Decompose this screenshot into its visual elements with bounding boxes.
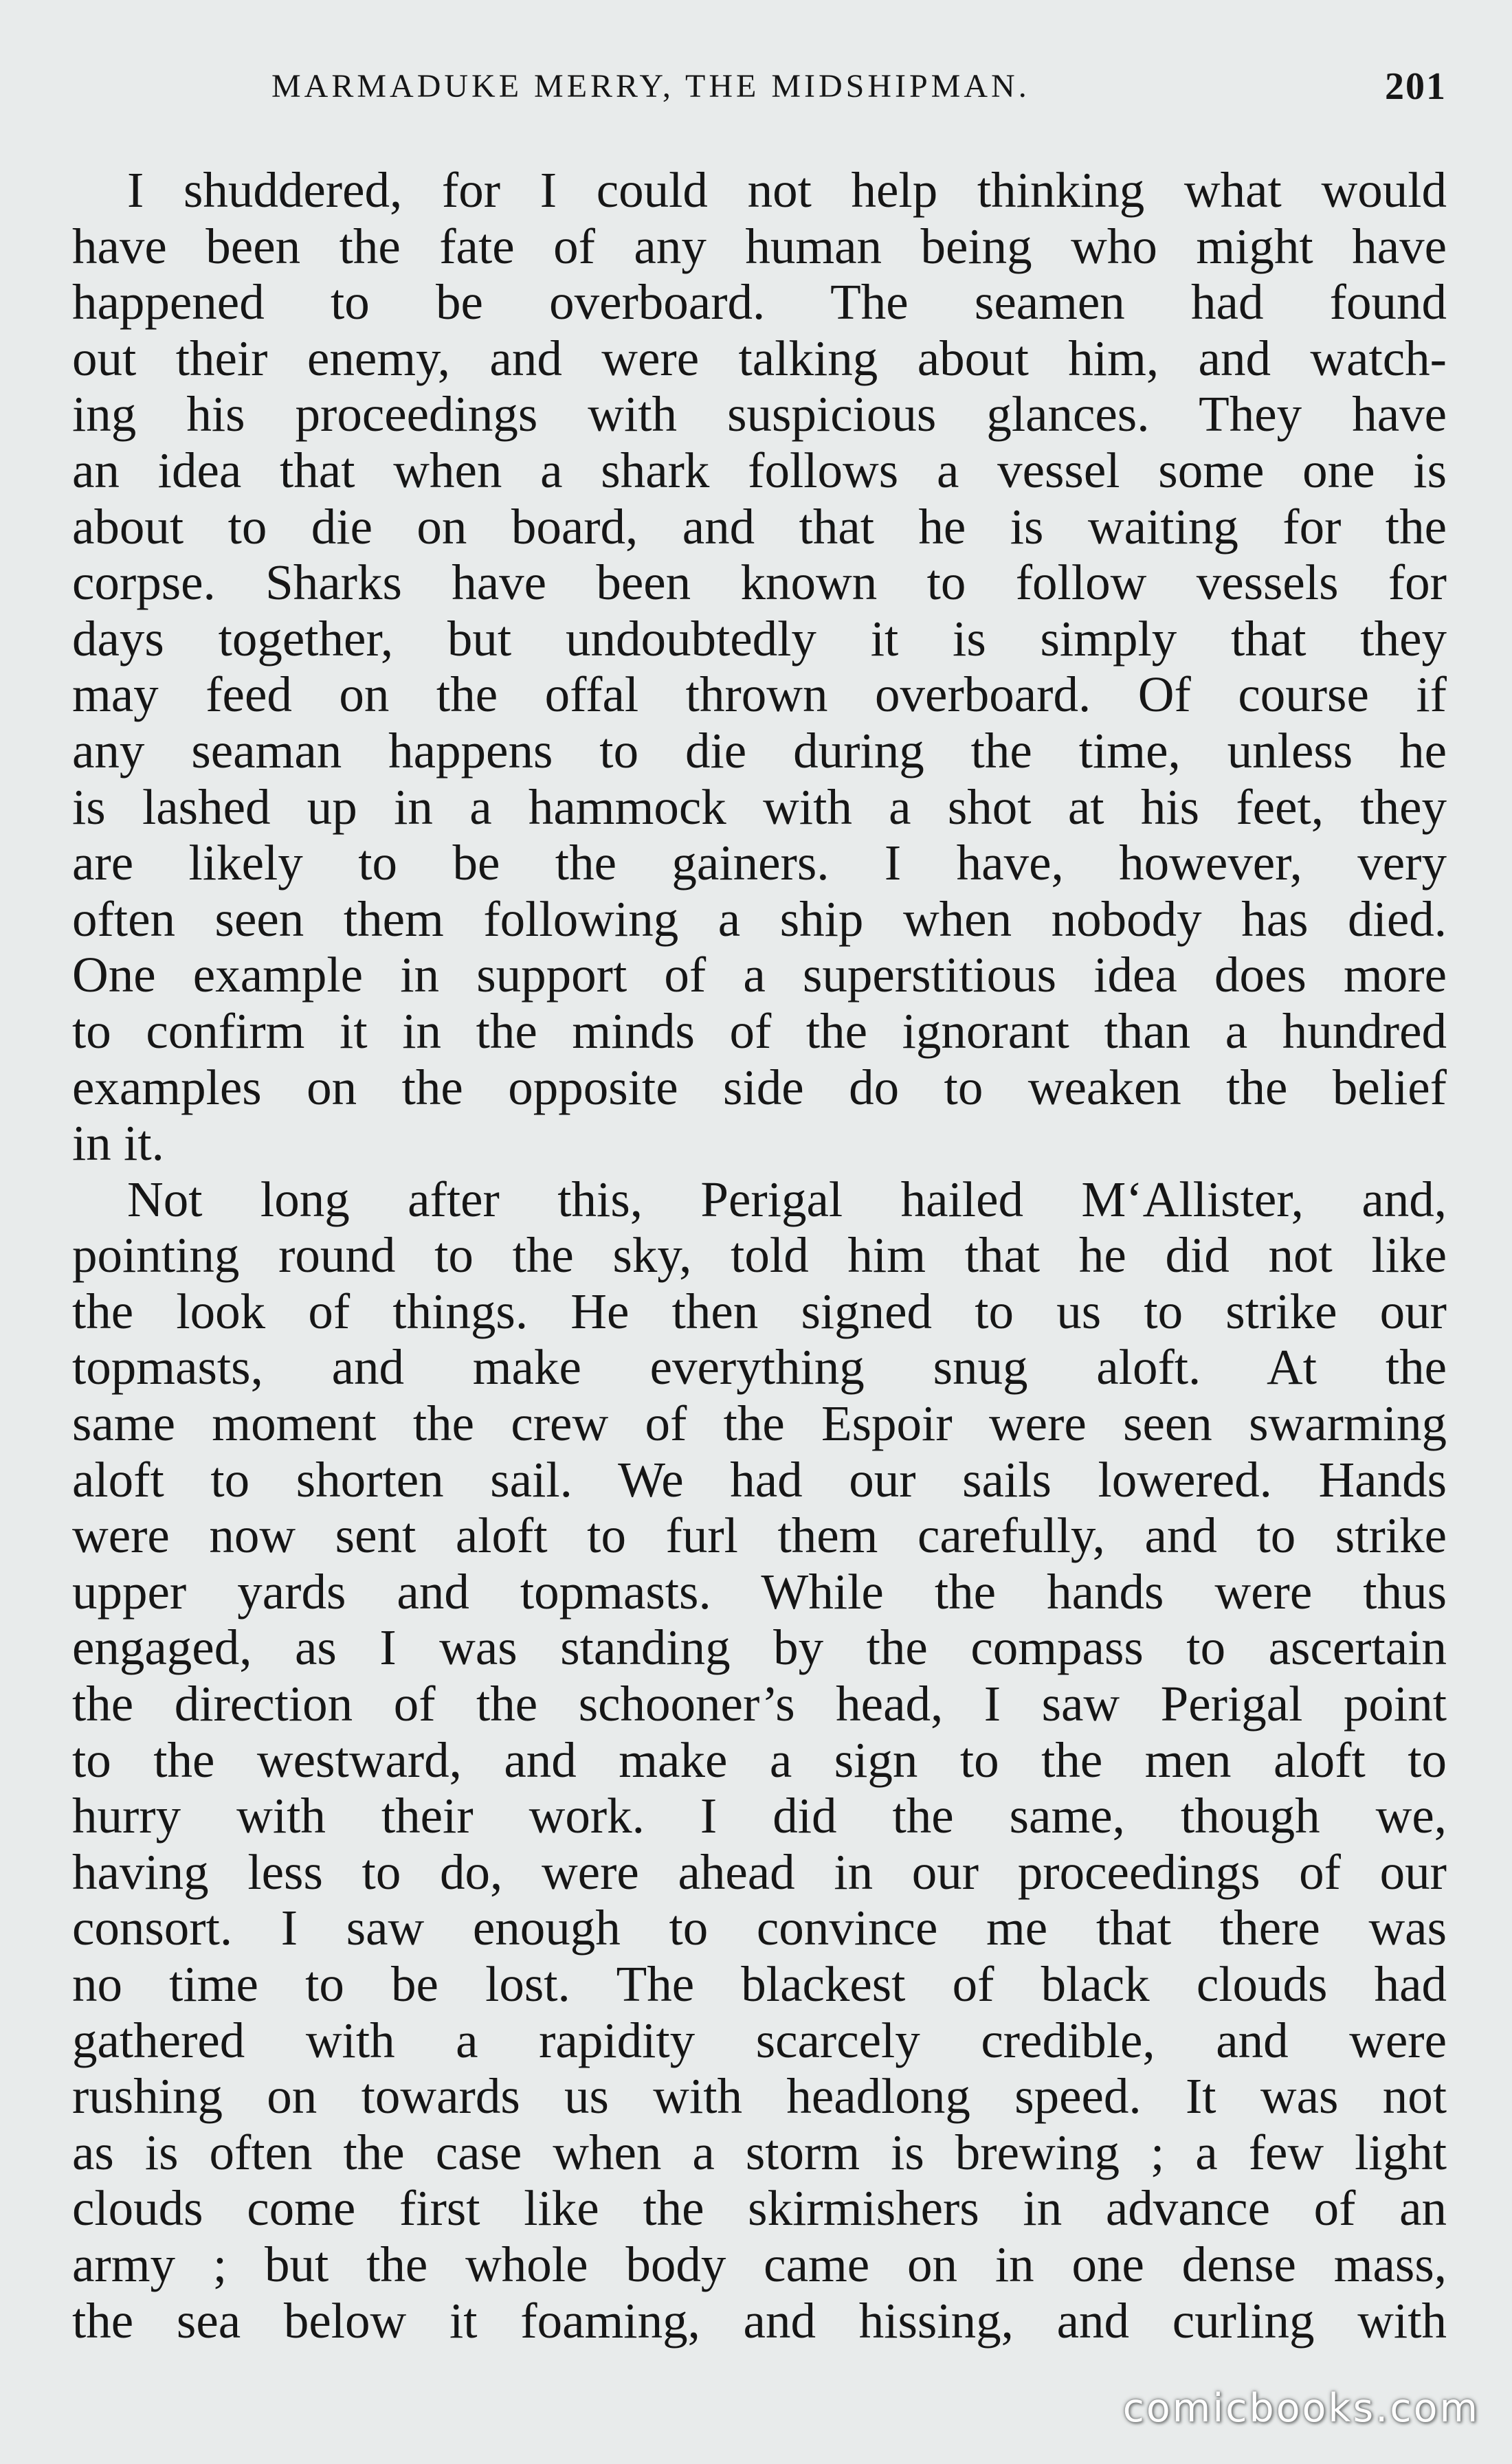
text-line: may feed on the offal thrown overboard. Of course if — [72, 667, 1447, 723]
text-line: have been the fate of any human being who might have — [72, 218, 1447, 274]
body-text — [72, 162, 1447, 2349]
text-line: gathered with a rapidity scarcely credible, and were — [72, 2012, 1447, 2068]
text-line: to the westward, and make a sign to the men aloft to — [72, 1732, 1447, 1788]
running-head — [72, 59, 1447, 114]
text-line: days together, but undoubtedly it is simply that they — [72, 610, 1447, 667]
text-line: the direction of the schooner’s head, I saw Perigal point — [72, 1676, 1447, 1732]
text-line: in it. — [72, 1115, 164, 1172]
paragraph-storm — [72, 1172, 1447, 2349]
text-line: I shuddered, for I could not help thinking what would — [127, 162, 1447, 218]
text-line: Not long after this, Perigal hailed M‘Allister, and, — [127, 1171, 1447, 1227]
text-line: as is often the case when a storm is brewing ; a few light — [72, 2124, 1447, 2180]
page-number: 201 — [1385, 65, 1447, 108]
text-line: army ; but the whole body came on in one dense mass, — [72, 2236, 1447, 2292]
text-line: clouds come first like the skirmishers in advance of an — [72, 2180, 1447, 2237]
text-line: to confirm it in the minds of the ignorant than a hundred — [72, 1003, 1447, 1059]
text-line: aloft to shorten sail. We had our sails lowered. Hands — [72, 1451, 1447, 1508]
text-line: an idea that when a shark follows a vessel some one is — [72, 442, 1447, 498]
text-line: the look of things. He then signed to us to strike our — [72, 1283, 1447, 1339]
text-line: out their enemy, and were talking about him, and watch- — [72, 330, 1447, 386]
text-line: pointing round to the sky, told him that he did not like — [72, 1227, 1447, 1284]
running-title: MARMADUKE MERRY, THE MIDSHIPMAN. — [271, 68, 1030, 104]
text-line: were now sent aloft to furl them carefully, and to strike — [72, 1508, 1447, 1564]
text-line: about to die on board, and that he is waiting for the — [72, 498, 1447, 555]
text-line: are likely to be the gainers. I have, however, very — [72, 835, 1447, 891]
text-line: same moment the crew of the Espoir were seen swarming — [72, 1396, 1447, 1452]
text-line: topmasts, and make everything snug aloft. At the — [72, 1339, 1447, 1396]
text-line: rushing on towards us with headlong speed. It was not — [72, 2068, 1447, 2125]
text-line: often seen them following a ship when nobody has died. — [72, 891, 1447, 947]
text-line: hurry with their work. I did the same, though we, — [72, 1788, 1447, 1844]
text-line: consort. I saw enough to convince me that there was — [72, 1900, 1447, 1956]
text-line: having less to do, were ahead in our proceedings of our — [72, 1844, 1447, 1900]
text-line: ing his proceedings with suspicious glances. They have — [72, 386, 1447, 443]
text-line: corpse. Sharks have been known to follow vessels for — [72, 555, 1447, 611]
text-line: the sea below it foaming, and hissing, and curling with — [72, 2292, 1447, 2349]
text-line: One example in support of a superstitious idea does more — [72, 947, 1447, 1003]
text-line: engaged, as I was standing by the compass to ascertain — [72, 1620, 1447, 1676]
watermark: comicbooks.com — [1122, 2386, 1480, 2431]
text-line: upper yards and topmasts. While the hands were thus — [72, 1563, 1447, 1620]
paragraph-shark — [72, 162, 1447, 1172]
text-line: is lashed up in a hammock with a shot at his feet, they — [72, 779, 1447, 835]
text-line: any seaman happens to die during the time, unless he — [72, 722, 1447, 779]
text-line: no time to be lost. The blackest of black clouds had — [72, 1956, 1447, 2012]
text-line: happened to be overboard. The seamen had found — [72, 274, 1447, 331]
text-line: examples on the opposite side do to weaken the belief — [72, 1059, 1447, 1115]
